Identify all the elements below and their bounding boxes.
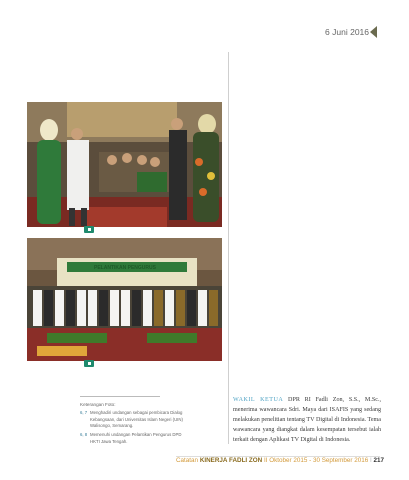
caption-item [80, 432, 190, 444]
photo-signing-ceremony-illustration [27, 102, 222, 227]
footer-period: II Oktober 2015 - 30 September 2016 [262, 457, 371, 464]
caption-number: 6, 8 [80, 432, 88, 437]
page-date: 6 Juni 2016 [325, 27, 369, 37]
triangle-left-icon [370, 26, 377, 38]
photo-inauguration-stage [27, 238, 222, 361]
caption-text: Memenuhi undangan Pelantikan Pengurus DPD HKTI Jawa Tengah. [90, 432, 182, 444]
caption-text: Menghadiri undangan sebagai pembicara Dialog Kebangsaan, dari Universitas Islam Negeri (UIN) Walisongo, Semarang. [90, 410, 183, 428]
caption-item [80, 410, 190, 428]
footer-separator: I [370, 457, 372, 464]
stage-banner-text: PELANTIKAN PENGURUS [94, 265, 156, 271]
photo-number-badge [84, 226, 94, 233]
caption-title: Keterangan Foto: [80, 402, 116, 407]
page-number: 217 [371, 457, 385, 464]
footer-brand: KINERJA FADLI ZON [199, 457, 263, 464]
article-lead: WAKIL KETUA [233, 397, 284, 403]
page-footer [176, 457, 384, 464]
photo-number-badge [84, 360, 94, 367]
caption-number: 6, 7 [80, 410, 88, 415]
caption-rule [80, 396, 160, 397]
footer-prefix: Catatan [176, 457, 200, 464]
article-paragraph [233, 395, 381, 445]
column-divider [228, 52, 229, 444]
photo-inauguration-stage-illustration [27, 238, 222, 361]
article-body: DPR RI Fadli Zon, S.S., M.Sc., menerima wawancara Sdri. Maya dari ISAFIS yang sedang melakukan penelitian tentang TV Digital di Indonesia. Tema wawancara yang diangkat dalam kesempatan tersebut ialah terkait dengan Aplikasi TV Digital di Indonesia. [233, 397, 381, 443]
photo-signing-ceremony [27, 102, 222, 227]
